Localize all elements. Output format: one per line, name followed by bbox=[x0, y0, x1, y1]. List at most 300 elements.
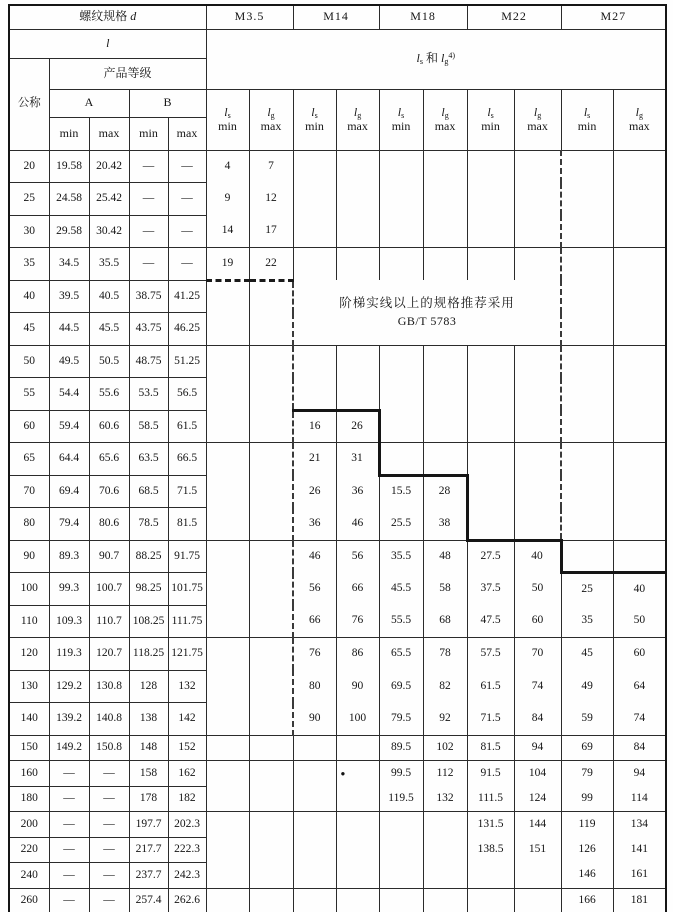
header-size-M18: M18 bbox=[379, 5, 467, 29]
table-cell: 19.58 bbox=[49, 150, 89, 183]
table-cell: 146 bbox=[561, 863, 613, 889]
table-cell bbox=[514, 248, 561, 281]
table-cell: 70.6 bbox=[89, 475, 129, 508]
table-cell: 109.3 bbox=[49, 605, 89, 638]
nominal-cell: 55 bbox=[9, 378, 49, 411]
table-cell: 74 bbox=[613, 703, 666, 736]
table-cell: 89.3 bbox=[49, 540, 89, 573]
table-cell bbox=[336, 150, 379, 183]
table-cell: 71.5 bbox=[467, 703, 514, 736]
nominal-cell: 70 bbox=[9, 475, 49, 508]
table-cell: 4 bbox=[206, 150, 249, 183]
table-cell bbox=[249, 540, 293, 573]
table-cell: 139.2 bbox=[49, 703, 89, 736]
table-cell bbox=[561, 150, 613, 183]
table-cell: 124 bbox=[514, 786, 561, 812]
nominal-cell: 65 bbox=[9, 443, 49, 476]
table-cell bbox=[514, 215, 561, 248]
table-cell: 29.58 bbox=[49, 215, 89, 248]
table-cell: 60 bbox=[613, 638, 666, 671]
nominal-cell: 200 bbox=[9, 812, 49, 838]
table-cell bbox=[249, 786, 293, 812]
table-cell: 61.5 bbox=[467, 670, 514, 703]
table-cell bbox=[423, 248, 467, 281]
table-cell: 41.25 bbox=[168, 280, 206, 313]
nominal-cell: 140 bbox=[9, 703, 49, 736]
nominal-cell: 100 bbox=[9, 573, 49, 606]
nominal-cell: 130 bbox=[9, 670, 49, 703]
table-cell bbox=[613, 345, 666, 378]
table-cell bbox=[249, 443, 293, 476]
table-cell bbox=[561, 280, 613, 313]
table-cell: 55.5 bbox=[379, 605, 423, 638]
table-cell: 144 bbox=[514, 812, 561, 838]
table-cell: 141 bbox=[613, 837, 666, 863]
table-cell: 119 bbox=[561, 812, 613, 838]
table-cell: 99.5 bbox=[379, 761, 423, 787]
table-cell bbox=[293, 378, 336, 411]
table-cell: — bbox=[49, 761, 89, 787]
table-cell: — bbox=[89, 761, 129, 787]
nominal-cell: 220 bbox=[9, 837, 49, 863]
table-cell bbox=[613, 313, 666, 346]
table-cell bbox=[613, 280, 666, 313]
table-cell: 111.75 bbox=[168, 605, 206, 638]
table-cell: — bbox=[168, 215, 206, 248]
table-cell: 56 bbox=[336, 540, 379, 573]
table-cell bbox=[293, 837, 336, 863]
table-cell bbox=[206, 735, 249, 761]
table-cell: 78 bbox=[423, 638, 467, 671]
table-cell: — bbox=[168, 150, 206, 183]
table-cell bbox=[514, 443, 561, 476]
table-cell bbox=[206, 313, 249, 346]
header-size-M3.5: M3.5 bbox=[206, 5, 293, 29]
table-cell: 38.75 bbox=[129, 280, 168, 313]
table-cell bbox=[423, 183, 467, 216]
table-cell: — bbox=[129, 183, 168, 216]
table-cell: 50 bbox=[613, 605, 666, 638]
table-row bbox=[9, 605, 666, 638]
table-cell bbox=[514, 508, 561, 541]
table-cell: — bbox=[89, 837, 129, 863]
table-cell bbox=[336, 183, 379, 216]
table-cell: — bbox=[89, 863, 129, 889]
table-cell: 35.5 bbox=[379, 540, 423, 573]
table-cell: — bbox=[49, 863, 89, 889]
table-cell: — bbox=[49, 812, 89, 838]
table-cell bbox=[423, 837, 467, 863]
table-cell: 49 bbox=[561, 670, 613, 703]
table-row bbox=[9, 735, 666, 761]
header-ls-lg: $l_s$ 和 $l_g^{4)}$ bbox=[206, 29, 666, 89]
table-cell: 38 bbox=[423, 508, 467, 541]
table-cell: 70 bbox=[514, 638, 561, 671]
table-cell bbox=[336, 837, 379, 863]
nominal-cell: 50 bbox=[9, 345, 49, 378]
table-cell: 79.4 bbox=[49, 508, 89, 541]
table-cell bbox=[206, 280, 249, 313]
nominal-cell: 90 bbox=[9, 540, 49, 573]
table-cell: — bbox=[89, 812, 129, 838]
table-cell bbox=[249, 378, 293, 411]
table-cell: 100.7 bbox=[89, 573, 129, 606]
table-cell bbox=[293, 248, 336, 281]
table-cell: 48 bbox=[423, 540, 467, 573]
table-cell bbox=[467, 443, 514, 476]
header-ls-min-M27: $l_s$ min bbox=[561, 89, 613, 150]
table-cell: 45 bbox=[561, 638, 613, 671]
table-cell: 80 bbox=[293, 670, 336, 703]
table-cell bbox=[467, 215, 514, 248]
table-cell: — bbox=[129, 248, 168, 281]
table-cell: 166 bbox=[561, 888, 613, 912]
table-cell: 65.6 bbox=[89, 443, 129, 476]
table-cell: 90 bbox=[336, 670, 379, 703]
table-cell bbox=[206, 888, 249, 912]
table-cell: 112 bbox=[423, 761, 467, 787]
table-cell bbox=[467, 150, 514, 183]
table-cell: 100 bbox=[336, 703, 379, 736]
table-cell: 68 bbox=[423, 605, 467, 638]
table-cell: 99 bbox=[561, 786, 613, 812]
table-cell bbox=[336, 345, 379, 378]
table-cell bbox=[336, 378, 379, 411]
table-cell bbox=[423, 150, 467, 183]
header-min: min bbox=[129, 117, 168, 150]
table-cell: — bbox=[168, 183, 206, 216]
table-row bbox=[9, 508, 666, 541]
table-cell: 35.5 bbox=[89, 248, 129, 281]
table-cell bbox=[379, 183, 423, 216]
table-cell bbox=[249, 313, 293, 346]
table-cell: 78.5 bbox=[129, 508, 168, 541]
table-cell bbox=[206, 670, 249, 703]
bolt-dimensions-table bbox=[8, 4, 667, 912]
header-ls-min-M18: $l_s$ min bbox=[379, 89, 423, 150]
table-row bbox=[9, 670, 666, 703]
table-cell: 84 bbox=[613, 735, 666, 761]
table-cell: 84 bbox=[514, 703, 561, 736]
table-cell: 121.75 bbox=[168, 638, 206, 671]
table-cell: 49.5 bbox=[49, 345, 89, 378]
table-row bbox=[9, 837, 666, 863]
table-cell: 82 bbox=[423, 670, 467, 703]
table-row bbox=[9, 378, 666, 411]
table-cell: 69 bbox=[561, 735, 613, 761]
table-cell: 178 bbox=[129, 786, 168, 812]
table-cell: 47.5 bbox=[467, 605, 514, 638]
table-cell: 25.42 bbox=[89, 183, 129, 216]
table-cell: 222.3 bbox=[168, 837, 206, 863]
table-cell: 53.5 bbox=[129, 378, 168, 411]
table-cell: 94 bbox=[514, 735, 561, 761]
table-cell: 142 bbox=[168, 703, 206, 736]
table-cell bbox=[379, 410, 423, 443]
table-cell: 68.5 bbox=[129, 475, 168, 508]
table-cell bbox=[206, 540, 249, 573]
table-cell bbox=[206, 378, 249, 411]
table-cell bbox=[613, 475, 666, 508]
table-cell: 12 bbox=[249, 183, 293, 216]
table-cell: 101.75 bbox=[168, 573, 206, 606]
table-cell bbox=[293, 183, 336, 216]
table-cell: 54.4 bbox=[49, 378, 89, 411]
table-row bbox=[9, 786, 666, 812]
table-cell: 110.7 bbox=[89, 605, 129, 638]
table-cell: 26 bbox=[293, 475, 336, 508]
header-row bbox=[9, 5, 666, 29]
table-cell bbox=[467, 410, 514, 443]
table-cell: 50 bbox=[514, 573, 561, 606]
table-cell bbox=[467, 863, 514, 889]
table-cell: 134 bbox=[613, 812, 666, 838]
nominal-cell: 35 bbox=[9, 248, 49, 281]
table-cell: 111.5 bbox=[467, 786, 514, 812]
nominal-cell: 180 bbox=[9, 786, 49, 812]
table-cell bbox=[206, 638, 249, 671]
table-cell: 66 bbox=[293, 605, 336, 638]
table-cell bbox=[613, 215, 666, 248]
nominal-cell: 30 bbox=[9, 215, 49, 248]
table-cell: 126 bbox=[561, 837, 613, 863]
table-cell bbox=[423, 378, 467, 411]
table-cell: 152 bbox=[168, 735, 206, 761]
table-cell: — bbox=[89, 786, 129, 812]
table-row bbox=[9, 215, 666, 248]
table-cell: 60.6 bbox=[89, 410, 129, 443]
table-cell bbox=[206, 345, 249, 378]
header-thread-spec: 螺纹规格 d bbox=[9, 5, 206, 29]
table-cell bbox=[423, 863, 467, 889]
table-cell: 15.5 bbox=[379, 475, 423, 508]
table-cell: 161 bbox=[613, 863, 666, 889]
table-cell: 182 bbox=[168, 786, 206, 812]
table-cell: 24.58 bbox=[49, 183, 89, 216]
table-cell: — bbox=[89, 888, 129, 912]
table-cell: 26 bbox=[336, 410, 379, 443]
table-cell bbox=[561, 248, 613, 281]
table-cell: 58 bbox=[423, 573, 467, 606]
table-cell: 132 bbox=[168, 670, 206, 703]
table-cell: 50.5 bbox=[89, 345, 129, 378]
table-cell: 56 bbox=[293, 573, 336, 606]
table-cell: 40 bbox=[514, 540, 561, 573]
table-row bbox=[9, 280, 666, 313]
table-cell: 88.25 bbox=[129, 540, 168, 573]
table-cell: — bbox=[49, 786, 89, 812]
table-cell bbox=[467, 248, 514, 281]
table-cell bbox=[467, 475, 514, 508]
table-cell bbox=[336, 248, 379, 281]
table-cell bbox=[613, 183, 666, 216]
table-cell: 181 bbox=[613, 888, 666, 912]
table-cell bbox=[336, 735, 379, 761]
table-row bbox=[9, 475, 666, 508]
table-cell: 16 bbox=[293, 410, 336, 443]
table-cell: 76 bbox=[336, 605, 379, 638]
table-cell: 129.2 bbox=[49, 670, 89, 703]
table-cell bbox=[379, 443, 423, 476]
table-body bbox=[9, 150, 666, 912]
table-cell: 79 bbox=[561, 761, 613, 787]
table-cell: 56.5 bbox=[168, 378, 206, 411]
table-cell bbox=[336, 215, 379, 248]
header-size-M27: M27 bbox=[561, 5, 666, 29]
table-cell: 28 bbox=[423, 475, 467, 508]
header-lg-max-M27: $l_g$ max bbox=[613, 89, 666, 150]
table-cell bbox=[613, 248, 666, 281]
table-cell bbox=[206, 812, 249, 838]
table-cell: 79.5 bbox=[379, 703, 423, 736]
table-cell bbox=[206, 786, 249, 812]
table-cell: 45.5 bbox=[89, 313, 129, 346]
header-lg-max-M14: $l_g$ max bbox=[336, 89, 379, 150]
nominal-cell: 80 bbox=[9, 508, 49, 541]
table-cell bbox=[514, 410, 561, 443]
table-cell: 19 bbox=[206, 248, 249, 281]
table-cell bbox=[514, 475, 561, 508]
header-size-M14: M14 bbox=[293, 5, 379, 29]
table-cell bbox=[379, 215, 423, 248]
table-cell: 64 bbox=[613, 670, 666, 703]
table-cell: 30.42 bbox=[89, 215, 129, 248]
table-cell: 48.75 bbox=[129, 345, 168, 378]
table-cell bbox=[514, 863, 561, 889]
table-cell: 22 bbox=[249, 248, 293, 281]
table-row bbox=[9, 888, 666, 912]
table-cell: 128 bbox=[129, 670, 168, 703]
table-cell bbox=[293, 150, 336, 183]
table-cell: 14 bbox=[206, 215, 249, 248]
table-cell bbox=[249, 573, 293, 606]
table-cell: 57.5 bbox=[467, 638, 514, 671]
nominal-cell: 45 bbox=[9, 313, 49, 346]
table-cell: 150.8 bbox=[89, 735, 129, 761]
nominal-cell: 150 bbox=[9, 735, 49, 761]
table-row bbox=[9, 638, 666, 671]
table-cell bbox=[249, 703, 293, 736]
table-cell: 237.7 bbox=[129, 863, 168, 889]
table-cell: — bbox=[129, 150, 168, 183]
table-cell bbox=[293, 215, 336, 248]
header-row bbox=[9, 29, 666, 58]
table-cell bbox=[561, 215, 613, 248]
header-length: l bbox=[9, 29, 206, 58]
table-cell bbox=[423, 812, 467, 838]
table-cell: 7 bbox=[249, 150, 293, 183]
table-cell bbox=[249, 863, 293, 889]
table-cell bbox=[467, 508, 514, 541]
table-row bbox=[9, 703, 666, 736]
table-cell bbox=[561, 410, 613, 443]
table-cell: 31 bbox=[336, 443, 379, 476]
header-lg-max-M18: $l_g$ max bbox=[423, 89, 467, 150]
nominal-cell: 260 bbox=[9, 888, 49, 912]
table-cell: 59.4 bbox=[49, 410, 89, 443]
table-cell: 35 bbox=[561, 605, 613, 638]
table-cell bbox=[379, 812, 423, 838]
table-cell bbox=[561, 313, 613, 346]
table-row bbox=[9, 345, 666, 378]
nominal-cell: 120 bbox=[9, 638, 49, 671]
table-cell bbox=[423, 345, 467, 378]
table-cell bbox=[206, 508, 249, 541]
table-cell: 98.25 bbox=[129, 573, 168, 606]
table-cell: 66 bbox=[336, 573, 379, 606]
header-grade-a: A bbox=[49, 89, 129, 117]
table-cell: 46.25 bbox=[168, 313, 206, 346]
table-row bbox=[9, 573, 666, 606]
table-cell: 81.5 bbox=[467, 735, 514, 761]
table-cell bbox=[379, 863, 423, 889]
table-cell: 36 bbox=[293, 508, 336, 541]
table-cell bbox=[514, 150, 561, 183]
header-ls-min-M3.5: $l_s$ min bbox=[206, 89, 249, 150]
table-cell: 217.7 bbox=[129, 837, 168, 863]
table-cell bbox=[613, 508, 666, 541]
table-cell bbox=[206, 443, 249, 476]
table-cell bbox=[249, 670, 293, 703]
table-cell bbox=[206, 605, 249, 638]
table-cell bbox=[249, 605, 293, 638]
nominal-cell: 25 bbox=[9, 183, 49, 216]
table-cell: 58.5 bbox=[129, 410, 168, 443]
table-cell bbox=[249, 638, 293, 671]
table-cell bbox=[423, 410, 467, 443]
table-cell: 34.5 bbox=[49, 248, 89, 281]
table-cell: 92 bbox=[423, 703, 467, 736]
table-cell: 114 bbox=[613, 786, 666, 812]
table-cell: 69.5 bbox=[379, 670, 423, 703]
table-cell: 151 bbox=[514, 837, 561, 863]
table-cell bbox=[293, 735, 336, 761]
table-cell: 119.5 bbox=[379, 786, 423, 812]
table-cell: 197.7 bbox=[129, 812, 168, 838]
table-cell: 242.3 bbox=[168, 863, 206, 889]
table-cell: 148 bbox=[129, 735, 168, 761]
table-cell: 65.5 bbox=[379, 638, 423, 671]
table-cell: 262.6 bbox=[168, 888, 206, 912]
table-cell: — bbox=[49, 837, 89, 863]
table-row bbox=[9, 410, 666, 443]
table-cell bbox=[561, 443, 613, 476]
table-cell bbox=[249, 280, 293, 313]
table-row bbox=[9, 150, 666, 183]
table-cell bbox=[613, 540, 666, 573]
table-cell bbox=[613, 378, 666, 411]
note-gbt5783: 阶梯实线以上的规格推荐采用 GB/T 5783 bbox=[293, 280, 561, 345]
table-cell bbox=[379, 378, 423, 411]
table-cell bbox=[206, 863, 249, 889]
table-row bbox=[9, 863, 666, 889]
table-cell: 89.5 bbox=[379, 735, 423, 761]
table-cell: 91.5 bbox=[467, 761, 514, 787]
table-cell bbox=[249, 761, 293, 787]
table-cell: 131.5 bbox=[467, 812, 514, 838]
table-cell bbox=[379, 150, 423, 183]
table-cell bbox=[336, 786, 379, 812]
table-cell: ● bbox=[336, 761, 379, 787]
nominal-cell: 60 bbox=[9, 410, 49, 443]
table-cell: 27.5 bbox=[467, 540, 514, 573]
table-cell bbox=[514, 183, 561, 216]
table-cell: 25.5 bbox=[379, 508, 423, 541]
table-cell bbox=[514, 378, 561, 411]
table-row bbox=[9, 812, 666, 838]
table-cell: 55.6 bbox=[89, 378, 129, 411]
header-ls-min-M22: $l_s$ min bbox=[467, 89, 514, 150]
